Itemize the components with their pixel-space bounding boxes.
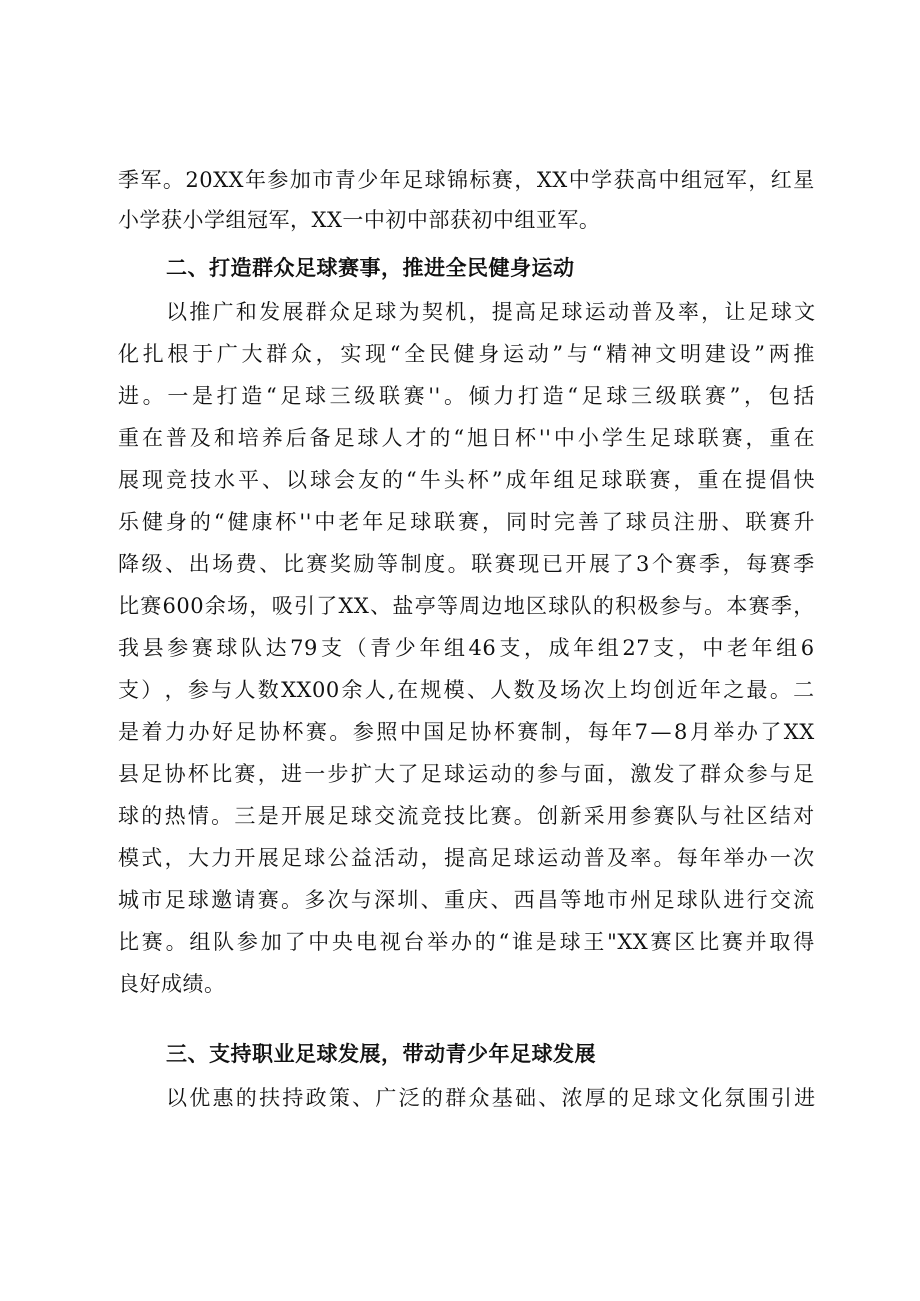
section-heading-2: 二、打造群众足球赛事，推进全民健身运动	[166, 256, 575, 280]
body-text-line: 是 着 力 办 好 足 协 杯 赛 。 参 照 中 国 足 协 杯 赛 制 ， 每 年 7 — 8 月 举 办 了 XX	[118, 720, 815, 744]
body-text-line: 以 推 广 和 发 展 群 众 足 球 为 契 机 ， 提 高 足 球 运 动 普 及 率 ， 让 足 球 文	[166, 300, 816, 324]
body-text-line: 比 赛 600 余 场 ， 吸 引 了 XX 、 盐 亭 等 周 边 地 区 球 队 的 积 极 参 与 。 本 赛 季 ，	[118, 594, 815, 618]
body-text-line: 比 赛 。 组 队 参 加 了 中 央 电 视 台 举 办 的 “ 谁 是 球 王 "XX 赛 区 比 赛 并 取 得	[118, 930, 815, 954]
body-text-line: 进 。 一 是 打 造 “ 足 球 三 级 联 赛 '' 。 倾 力 打 造 “ 足 球 三 级 联 赛 ” ， 包 括	[118, 384, 815, 408]
body-text-line: 城 市 足 球 邀 请 赛 。 多 次 与 深 圳 、 重 庆 、 西 昌 等 地 市 州 足 球 队 进 行 交 流	[118, 888, 815, 912]
body-text-line: 以 优 惠 的 扶 持 政 策 、 广 泛 的 群 众 基 础 、 浓 厚 的 足 球 文 化 氛 围 引 进	[166, 1086, 816, 1110]
body-text-line: 我 县 参 赛 球 队 达 79 支 （ 青 少 年 组 46 支 ， 成 年 组 27 支 ， 中 老 年 组 6	[118, 636, 815, 660]
body-text-line: 小学获小学组冠军，XX一中初中部获初中组亚军。	[118, 208, 601, 232]
body-text-line: 重 在 普 及 和 培 养 后 备 足 球 人 才 的 “ 旭 日 杯 '' 中 小 学 生 足 球 联 赛 ， 重 在	[118, 426, 815, 450]
body-text-line: 展 现 竞 技 水 平 、 以 球 会 友 的 “ 牛 头 杯 ” 成 年 组 足 球 联 赛 ， 重 在 提 倡 快	[118, 468, 815, 492]
body-text-line: 县 足 协 杯 比 赛 ， 进 一 步 扩 大 了 足 球 运 动 的 参 与 面 ， 激 发 了 群 众 参 与 足	[118, 762, 815, 786]
body-text-line: 模 式 ， 大 力 开 展 足 球 公 益 活 动 ， 提 高 足 球 运 动 普 及 率 。 每 年 举 办 一 次	[118, 846, 815, 870]
body-text-line: 季 军 。 20XX 年 参 加 市 青 少 年 足 球 锦 标 赛 ， XX 中 学 获 高 中 组 冠 军 ， 红 星	[118, 168, 815, 192]
body-text-line: 支 ） ， 参 与 人 数 XX00 余 人 , 在 规 模 、 人 数 及 场 次 上 均 创 近 年 之 最 。 二	[118, 678, 815, 702]
body-text-line: 球 的 热 情 。 三 是 开 展 足 球 交 流 竞 技 比 赛 。 创 新 采 用 参 赛 队 与 社 区 结 对	[118, 804, 815, 828]
body-text-line: 降 级 、 出 场 费 、 比 赛 奖 励 等 制 度 。 联 赛 现 已 开 展 了 3 个 赛 季 ， 每 赛 季	[118, 552, 815, 576]
body-text-line: 良好成绩。	[118, 972, 226, 996]
body-text-line: 化 扎 根 于 广 大 群 众 ， 实 现 “ 全 民 健 身 运 动 ” 与 “ 精 神 文 明 建 设 ” 两 推	[118, 342, 815, 366]
section-heading-3: 三、支持职业足球发展，带动青少年足球发展	[166, 1042, 596, 1066]
body-text-line: 乐 健 身 的 “ 健 康 杯 '' 中 老 年 足 球 联 赛 ， 同 时 完 善 了 球 员 注 册 、 联 赛 升	[118, 510, 815, 534]
